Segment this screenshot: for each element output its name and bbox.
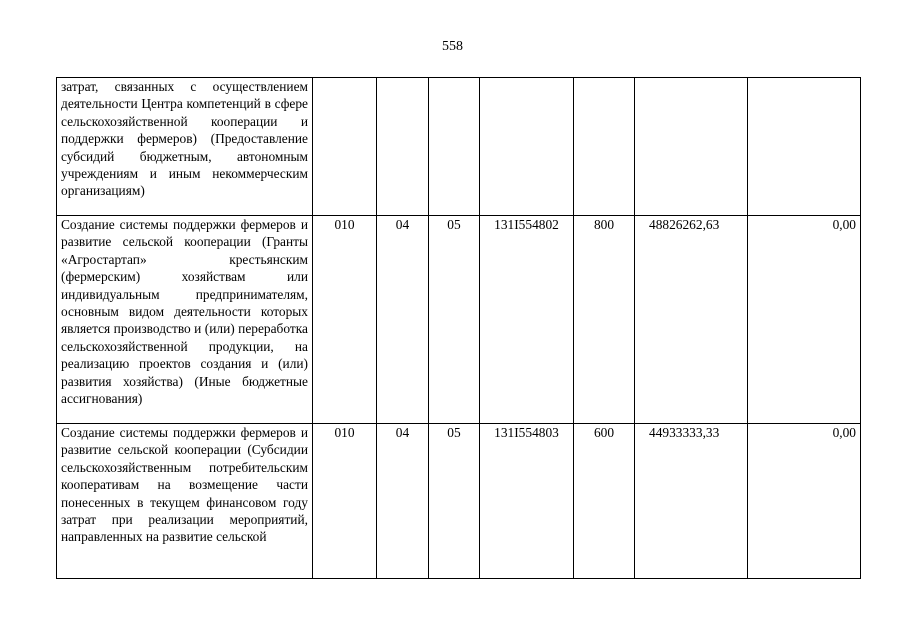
cell-target-article: 131I554803 — [480, 424, 574, 579]
cell-section: 04 — [377, 424, 429, 579]
page-number: 558 — [442, 39, 463, 54]
cell-code: 010 — [313, 424, 377, 579]
cell-subsection: 05 — [429, 216, 480, 424]
table-row — [57, 424, 861, 579]
cell-code — [313, 78, 377, 216]
cell-target-article: 131I554802 — [480, 216, 574, 424]
cell-section: 04 — [377, 216, 429, 424]
table-row — [57, 78, 861, 216]
cell-amount: 48826262,63 — [635, 216, 748, 424]
row-description: Создание системы поддержки фермеров и развитие сельской кооперации (Гранты «Агростартап» крестьянским (фермерским) хозяйствам или индивидуальным предпринимателям, основным видом деятельности которых является производство и (или) переработка сельскохозяйственной продукции, на реализацию проектов создания и (или) развития хозяйства) (Иные бюджетные ассигнования) — [57, 216, 313, 424]
cell-expense-type: 600 — [574, 424, 635, 579]
budget-table — [56, 77, 861, 579]
cell-code: 010 — [313, 216, 377, 424]
table-row — [57, 216, 861, 424]
cell-amount-2: 0,00 — [748, 216, 861, 424]
cell-target-article — [480, 78, 574, 216]
cell-amount — [635, 78, 748, 216]
cell-expense-type: 800 — [574, 216, 635, 424]
cell-amount: 44933333,33 — [635, 424, 748, 579]
cell-subsection: 05 — [429, 424, 480, 579]
cell-amount-2 — [748, 78, 861, 216]
cell-section — [377, 78, 429, 216]
cell-subsection — [429, 78, 480, 216]
cell-expense-type — [574, 78, 635, 216]
cell-amount-2: 0,00 — [748, 424, 861, 579]
row-description: затрат, связанных с осуществлением деятельности Центра компетенций в сфере сельскохозяйственной кооперации и поддержки фермеров) (Предоставление субсидий бюджетным, автономным учреждениям и иным некоммерческим организациям) — [57, 78, 313, 216]
row-description: Создание системы поддержки фермеров и развитие сельской кооперации (Субсидии сельскохозяйственным потребительским кооперативам на возмещение части понесенных в текущем финансовом году затрат при реализации мероприятий, направленных на развитие сельской — [57, 424, 313, 579]
